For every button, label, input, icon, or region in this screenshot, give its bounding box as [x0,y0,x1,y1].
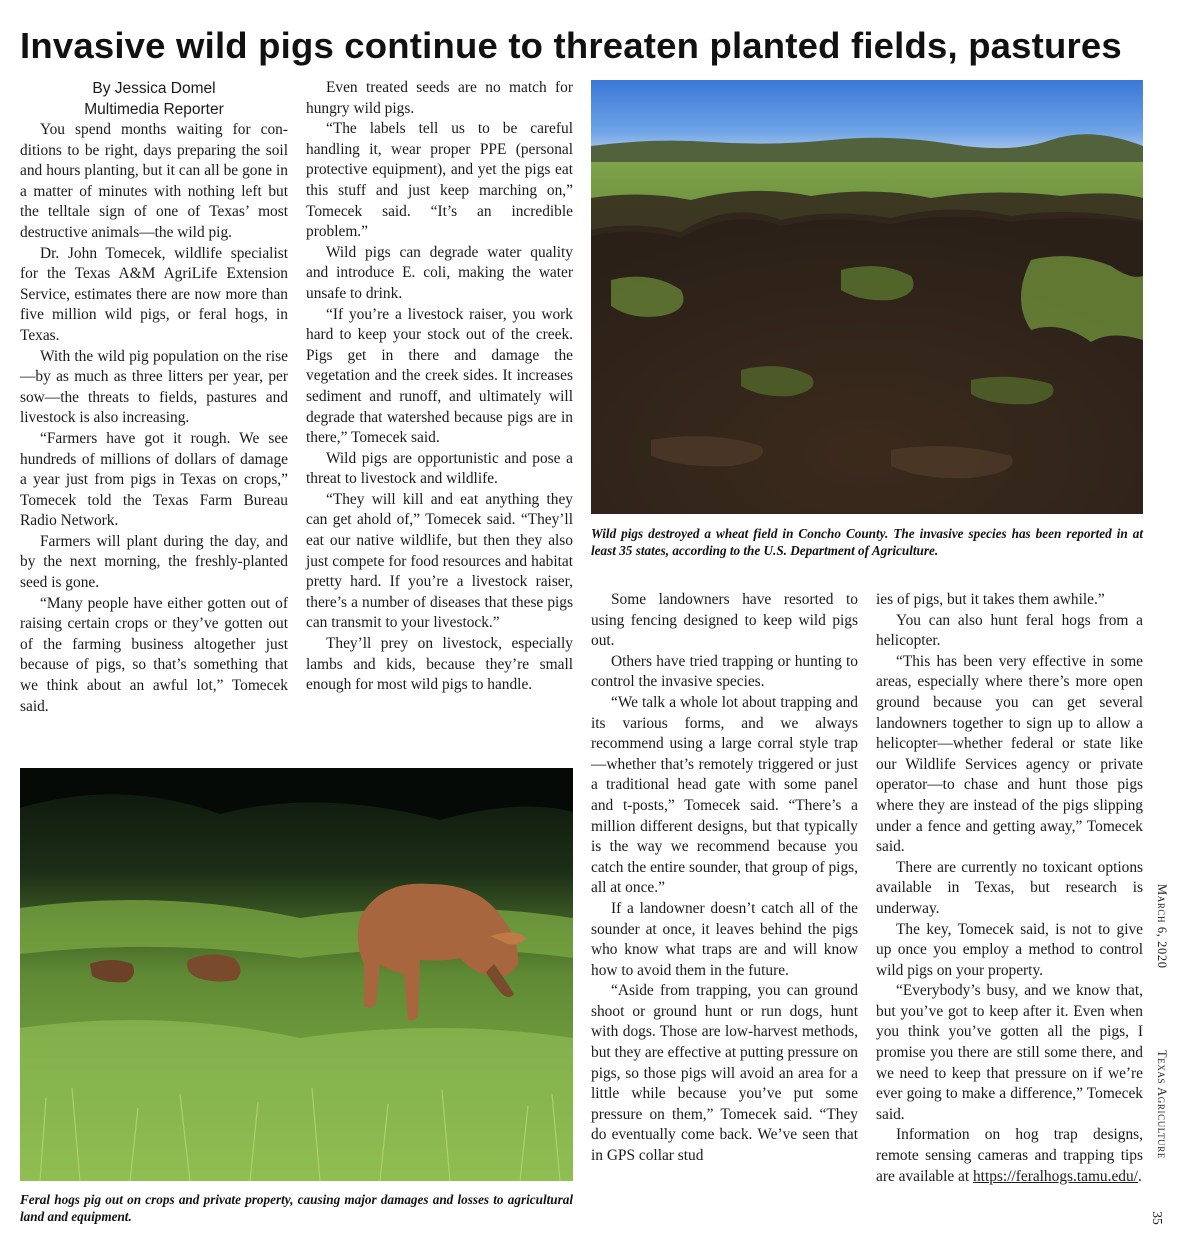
paragraph: Wild pigs can degrade water quality and introduce E. coli, making the water unsafe to drink. [306,243,573,302]
byline-name: By Jessica Domel [92,80,216,97]
paragraph: “We talk a whole lot about trapping and its various forms, and we always recommend using a large corral style trap—whether that’s remotely triggered or just a traditional head gate with some panel and t-posts,” Tomecek said. “There’s a million different designs, but that typically is the way we recommend because you catch the entire sounder, that group of pigs, all at once.” [591,693,858,897]
paragraph: “Farmers have got it rough. We see hundreds of millions of dollars of damage a year just from pigs in Texas on crops,” Tomecek told the Texas Farm Bureau Radio Network. [20,429,288,530]
paragraph: “If you’re a livestock raiser, you work hard to keep your stock out of the creek. Pigs get in there and damage the vegetation and the creek sides. It increases sediment and runoff, and ultimately will degrade that watershed because pigs are in there,” Tomecek said. [306,305,573,447]
article-headline: Invasive wild pigs continue to threaten planted fields, pastures [20,25,1122,66]
wheat-field-photo [591,80,1143,514]
paragraph: Some landowners have resorted to using fencing designed to keep wild pigs out. [591,591,858,650]
paragraph: Even treated seeds are no match for hungry wild pigs. [306,79,573,117]
article-column-3 [591,590,858,1167]
paragraph: There are currently no toxicant options available in Texas, but research is underway. [876,858,1143,917]
wheat-field-image [591,80,1143,514]
paragraph: With the wild pig population on the rise—by as much as three litters per year, per sow—the threats to fields, pastures and livestock is also increasing. [20,347,288,427]
feralhogs-link[interactable]: https://feralhogs.tamu.edu/ [972,1167,1138,1185]
paragraph: You spend months waiting for conditions to be right, days preparing the soil and hours planting, but it can all be gone in a matter of minutes with nothing left but the telltale sign of one of Texas’ most destructive animals—the wild pig. [20,121,288,241]
paragraph: The key, Tomecek said, is not to give up once you employ a method to control wild pigs on your property. [876,920,1143,979]
paragraph: “This has been very effective in some areas, especially where there’s more open ground because you can get several landowners together to sign up to allow a helicopter—whether federal or state like our Wildlife Services agency or private operator—to chase and hunt those pigs where they are instead of the pigs slipping under a fence and getting away,” Tomecek said. [876,652,1143,856]
paragraph: ies of pigs, but it takes them awhile.” [876,591,1105,608]
article-column-4 [876,590,1143,1187]
paragraph-final [876,1125,1143,1187]
paragraph: “The labels tell us to be careful handling it, wear proper PPE (personal protective equipment), and yet the pigs eat this stuff and just keep marching on,” Tomecek said. “It’s an incredible problem.” [306,120,573,241]
feral-hogs-caption: Feral hogs pig out on crops and private property, causing major damages and losses to agricultural land and equipment. [20,1192,573,1224]
wheat-field-caption: Wild pigs destroyed a wheat field in Concho County. The invasive species has been reported in at least 35 states, according to the U.S. Department of Agriculture. [591,526,1143,558]
paragraph: “Aside from trapping, you can ground shoot or ground hunt or run dogs, hunt with dogs. Those are low-harvest methods, but they are effective at putting pressure on pigs, so those pigs will avoid an area for a little while because you’ve put some pressure on them,” Tomecek said. “They do eventually come back. We’ve seen that in GPS collar stud [591,982,858,1165]
paragraph: Wild pigs are opportunistic and pose a threat to livestock and wildlife. [306,449,573,488]
feral-hogs-image [20,768,573,1181]
paragraph: They’ll prey on livestock, especially lambs and kids, because they’re small enough for most wild pigs to handle. [306,635,573,694]
paragraph: “Everybody’s busy, and we know that, but you’ve got to keep after it. Even when you think you’ve gotten all the pigs, I promise you there are still some there, and we need to keep that pressure on if we’re ever going to make a difference,” Tomecek said. [876,982,1143,1123]
paragraph: Dr. John Tomecek, wildlife specialist for the Texas A&M AgriLife Extension Service, estimates there are now more than five million wild pigs, or feral hogs, in Texas. [20,244,288,344]
paragraph: “They will kill and eat anything they can get ahold of,” Tomecek said. “They’ll eat our native wildlife, but then they also just compete for food resources and habitat pretty hard. If you’re a livestock raiser, there’s a number of diseases that these pigs can transmit to your livestock.” [306,490,573,632]
paragraph: Others have tried trapping or hunting to control the invasive species. [591,652,858,691]
article-column-2 [306,78,573,696]
page-number: 35 [1150,1211,1165,1225]
article-column-1 [20,78,288,717]
paragraph: “Many people have either gotten out of raising certain crops or they’ve gotten out of the farming business altogether just because of pigs, so that’s something that we think about an awful lot,” Tomecek said. [20,594,288,715]
final-paragraph-end: . [1137,1167,1142,1185]
issue-date: March 6, 2020 [1155,884,1169,969]
paragraph: Farmers will plant during the day, and by the next morning, the freshly-planted seed is gone. [20,532,288,592]
paragraph: If a landowner doesn’t catch all of the sounder at once, it leaves behind the pigs who know what traps are and will know how to avoid them in the future. [591,899,858,979]
publication-name: Texas Agriculture [1155,1050,1169,1159]
byline-role: Multimedia Reporter [84,101,224,118]
paragraph: You can also hunt feral hogs from a helicopter. [876,611,1143,650]
final-paragraph-text: Information on hog trap designs, remote sensing cameras and trapping tips are available at [876,1126,1143,1185]
feral-hogs-photo [20,768,573,1181]
